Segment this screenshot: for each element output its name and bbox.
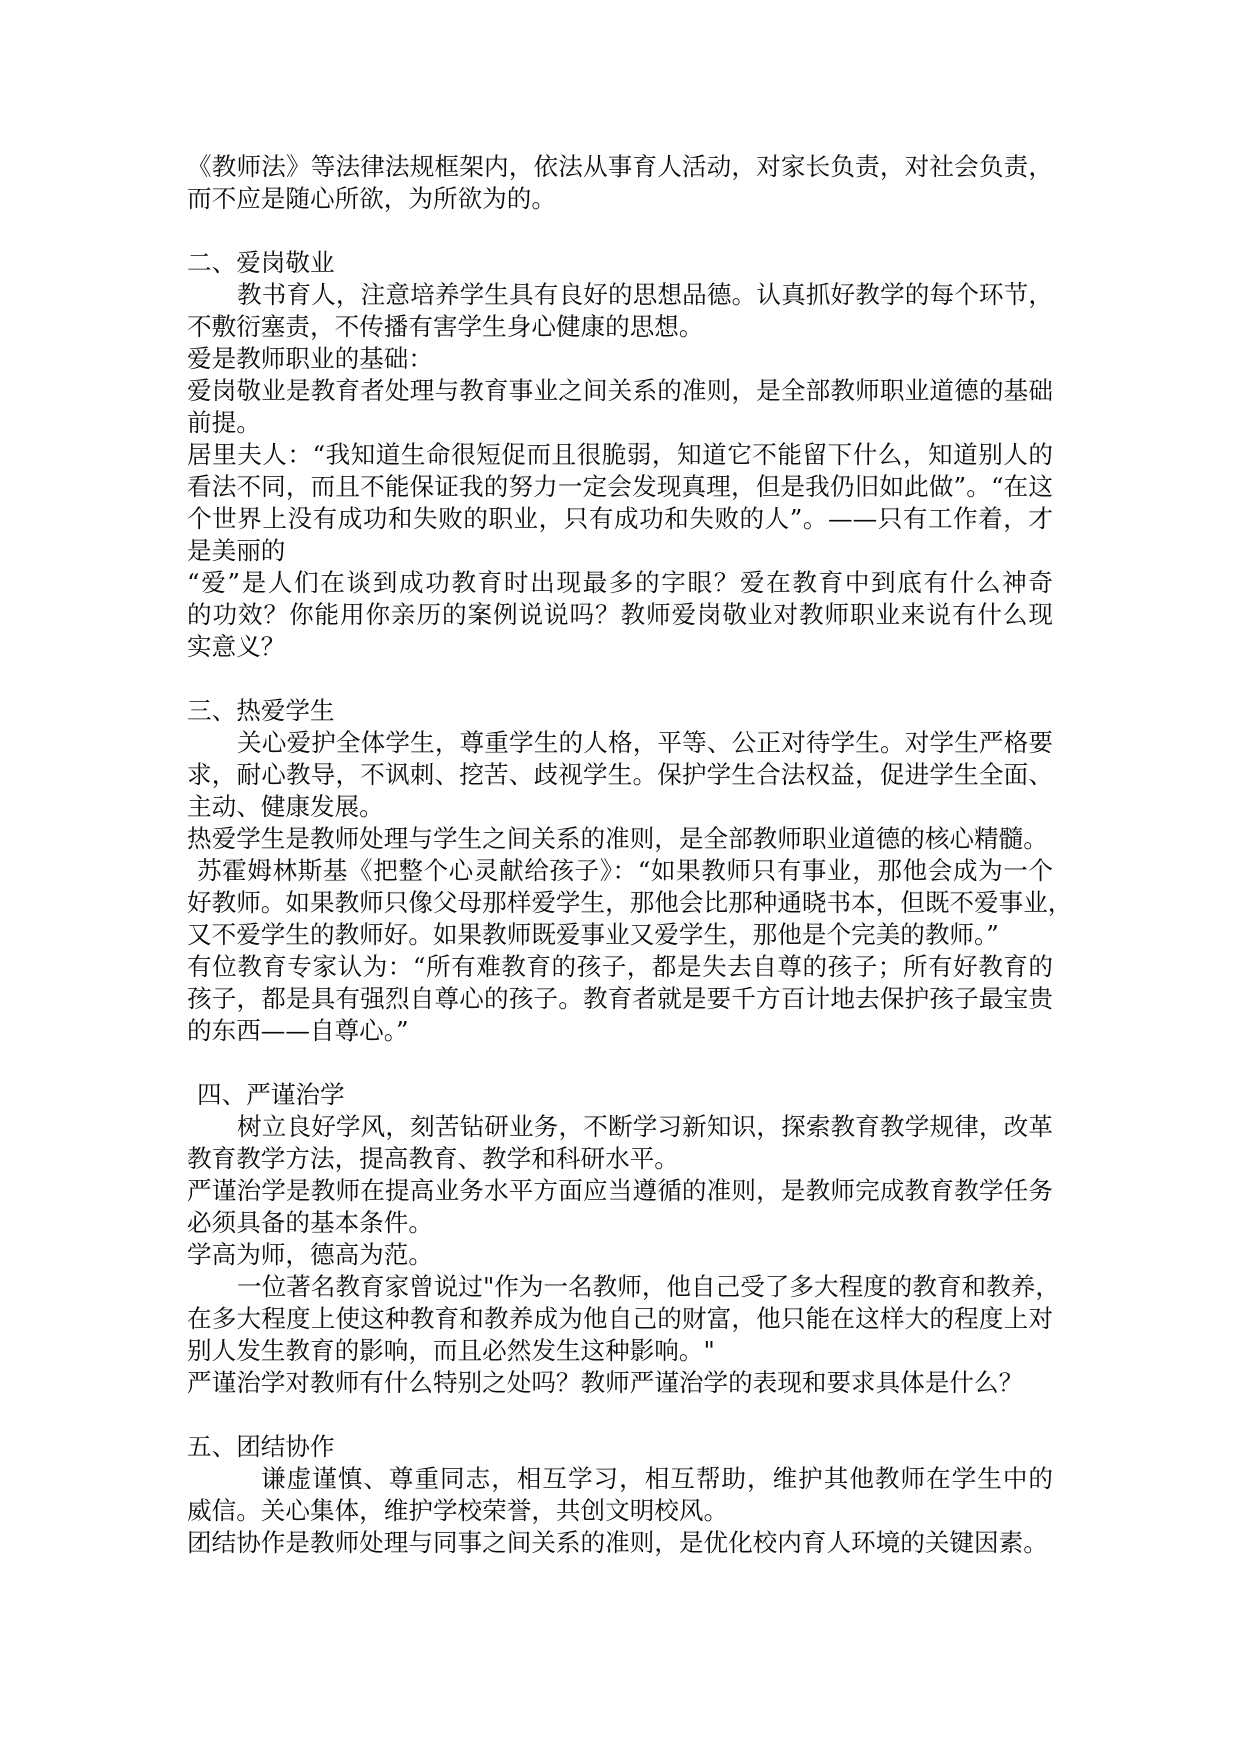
section-heading: 三、热爱学生: [187, 696, 335, 725]
text-line: 威信。关心集体，维护学校荣誉，共创文明校风。: [187, 1496, 729, 1525]
paragraph: [187, 1175, 1053, 1239]
paragraph: [187, 1527, 1053, 1559]
text-line: 个世界上没有成功和失败的职业，只有成功和失败的人”。——只有工作着，才: [187, 504, 1053, 533]
quote-paragraph: [187, 855, 1073, 951]
text-line: 在多大程度上使这种教育和教养成为他自己的财富，他只能在这样大的程度上对: [187, 1304, 1053, 1333]
paragraph: [187, 343, 1053, 375]
paragraph: [187, 1111, 1053, 1175]
quote-paragraph: [187, 1271, 1060, 1367]
section-rigorous-scholarship: [187, 1079, 1060, 1399]
text-line: 的功效？你能用你亲历的案例说说吗？教师爱岗敬业对教师职业来说有什么现: [187, 600, 1053, 629]
text-line: 一位著名教育家曾说过"作为一名教师，他自己受了多大程度的教育和教养，: [237, 1272, 1060, 1301]
text-line: 有位教育专家认为：“所有难教育的孩子，都是失去自尊的孩子；所有好教育的: [187, 952, 1053, 981]
paragraph: [187, 375, 1053, 439]
text-line: 好教师。如果教师只像父母那样爱学生，那他会比那种通晓书本，但既不爱事业，: [187, 888, 1073, 917]
paragraph: [187, 567, 1053, 663]
section-dedication: [187, 247, 1053, 663]
paragraph: [187, 1367, 1053, 1399]
quote-paragraph: [187, 439, 1053, 567]
text-line: 实意义？: [187, 632, 286, 661]
text-line: 严谨治学对教师有什么特别之处吗？教师严谨治学的表现和要求具体是什么？: [187, 1368, 1024, 1397]
text-line: 团结协作是教师处理与同事之间关系的准则，是优化校内育人环境的关键因素。: [187, 1528, 1048, 1557]
quote-paragraph: [187, 951, 1053, 1047]
text-line: 又不爱学生的教师好。如果教师既爱事业又爱学生，那他是个完美的教师。”: [187, 920, 999, 949]
text-line: 居里夫人：“我知道生命很短促而且很脆弱，知道它不能留下什么，知道别人的: [187, 440, 1053, 469]
text-line: 不敷衍塞责，不传播有害学生身心健康的思想。: [187, 312, 704, 341]
text-line: 孩子，都是具有强烈自尊心的孩子。教育者就是要千方百计地去保护孩子最宝贵: [187, 984, 1053, 1013]
text-line: 主动、健康发展。: [187, 792, 384, 821]
text-line: 严谨治学是教师在提高业务水平方面应当遵循的准则，是教师完成教育教学任务: [187, 1176, 1053, 1205]
text-line: 看法不同，而且不能保证我的努力一定会发现真理，但是我仍旧如此做”。“在这: [187, 472, 1053, 501]
text-body: [187, 151, 1073, 1559]
section-heading: 二、爱岗敬业: [187, 248, 335, 277]
paragraph: [187, 279, 1053, 343]
text-line: 学高为师，德高为范。: [187, 1240, 433, 1269]
continued-paragraph: [187, 151, 1053, 215]
section-love-students: [187, 695, 1073, 1047]
section-teamwork: [187, 1431, 1053, 1559]
text-line: 求，耐心教导，不讽刺、挖苦、歧视学生。保护学生合法权益，促进学生全面、: [187, 760, 1053, 789]
section-heading: 五、团结协作: [187, 1432, 335, 1461]
text-line: 《教师法》等法律法规框架内，依法从事育人活动，对家长负责，对社会负责，: [187, 152, 1053, 181]
text-line: 是美丽的: [187, 536, 286, 565]
paragraph: [187, 823, 1053, 855]
text-line: 的东西——自尊心。”: [187, 1016, 409, 1045]
text-line: 爱岗敬业是教育者处理与教育事业之间关系的准则，是全部教师职业道德的基础: [187, 376, 1053, 405]
text-line: “爱”是人们在谈到成功教育时出现最多的字眼？爱在教育中到底有什么神奇: [187, 568, 1053, 597]
text-line: 教书育人，注意培养学生具有良好的思想品德。认真抓好教学的每个环节，: [237, 280, 1053, 309]
paragraph: [187, 727, 1053, 823]
text-line: 苏霍姆林斯基《把整个心灵献给孩子》：“如果教师只有事业，那他会成为一个: [197, 856, 1053, 885]
text-line: 热爱学生是教师处理与学生之间关系的准则，是全部教师职业道德的核心精髓。: [187, 824, 1048, 853]
text-line: 谦虚谨慎、尊重同志，相互学习，相互帮助，维护其他教师在学生中的: [261, 1464, 1053, 1493]
text-line: 而不应是随心所欲，为所欲为的。: [187, 184, 556, 213]
text-line: 关心爱护全体学生，尊重学生的人格，平等、公正对待学生。对学生严格要: [237, 728, 1053, 757]
text-line: 爱是教师职业的基础：: [187, 344, 433, 373]
text-line: 前提。: [187, 408, 261, 437]
text-line: 必须具备的基本条件。: [187, 1208, 433, 1237]
paragraph: [187, 1463, 1053, 1527]
text-line: 别人发生教育的影响，而且必然发生这种影响。": [187, 1336, 715, 1365]
text-line: 教育教学方法，提高教育、教学和科研水平。: [187, 1144, 679, 1173]
text-line: 树立良好学风，刻苦钻研业务，不断学习新知识，探索教育教学规律，改革: [237, 1112, 1053, 1141]
paragraph: [187, 1239, 1053, 1271]
section-heading: 四、严谨治学: [197, 1080, 345, 1109]
